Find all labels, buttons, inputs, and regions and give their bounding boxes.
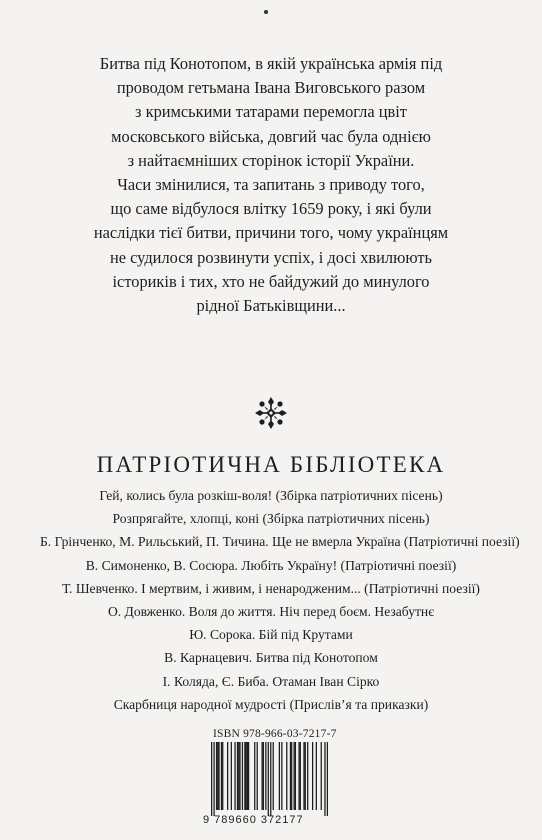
barcode-bar	[239, 742, 240, 810]
blurb-line: істориків і тих, хто не байдужий до минулого	[112, 271, 430, 291]
barcode-bar	[217, 742, 218, 810]
barcode-bar	[221, 742, 222, 810]
barcode-bar	[290, 742, 291, 810]
barcode-bar	[294, 742, 295, 810]
barcode-bar	[211, 742, 212, 816]
barcode-bar	[295, 742, 296, 810]
blurb-line: не судилося розвинути успіх, і досі хвилюють	[109, 247, 433, 267]
barcode-bar	[263, 742, 264, 810]
barcode-bar	[247, 742, 248, 810]
barcode-bar	[231, 742, 232, 810]
barcode-bar	[237, 742, 238, 810]
barcode-bar	[265, 742, 266, 810]
barcode-bar	[245, 742, 246, 810]
list-item: Гей, колись була розкіш-воля! (Збірка патріотичних пісень)	[99, 488, 443, 503]
barcode-bar	[281, 742, 282, 810]
series-book-list	[40, 484, 520, 716]
barcode-bar	[218, 742, 219, 810]
list-item: Т. Шевченко. І мертвим, і живим, і ненародженим... (Патріотичні поезії)	[62, 580, 480, 596]
barcode-bar	[286, 742, 287, 810]
barcode-bar	[298, 742, 299, 810]
barcode-bar	[234, 742, 235, 810]
blurb-line: проводом гетьмана Івана Виговського разом	[116, 78, 426, 98]
top-dot	[264, 10, 268, 14]
barcode-bar	[273, 742, 274, 810]
barcode-digits: 9 789660 372177	[203, 814, 304, 826]
barcode-bar	[324, 742, 325, 816]
list-item: Ю. Сорока. Бій під Крутами	[189, 627, 353, 643]
list-item: Розпрягайте, хлопці, коні (Збірка патріотичних пісень)	[112, 511, 430, 527]
barcode-bar	[305, 742, 306, 810]
barcode-bar	[244, 742, 245, 810]
barcode-bar	[254, 742, 255, 810]
barcode-bar	[261, 742, 262, 810]
isbn-label: ISBN 978-966-03-7217-7	[213, 728, 337, 740]
barcode-bar	[321, 742, 322, 810]
barcode-bar	[300, 742, 301, 810]
barcode-bar	[227, 742, 228, 810]
barcode-bar	[268, 742, 269, 816]
barcode-bar	[216, 742, 217, 810]
barcode-bar	[248, 742, 249, 810]
barcode	[211, 742, 328, 816]
blurb-line: Часи змінилися, та запитань з приводу того,	[117, 175, 425, 195]
list-item: В. Симоненко, В. Сосюра. Любіть Україну! (Патріотичні поезії)	[85, 557, 457, 573]
blurb-line: рідної Батьківщини...	[196, 296, 346, 316]
blurb-line: наслідки тієї битви, причини того, чому українцям	[93, 223, 449, 243]
barcode-bar	[291, 742, 292, 810]
barcode-bar	[316, 742, 317, 810]
book-blurb	[40, 52, 502, 318]
barcode-bar	[270, 742, 271, 816]
barcode-bar	[279, 742, 280, 810]
blurb-line: з найтаємніших сторінок історії України.	[127, 150, 415, 170]
floral-ornament-icon	[253, 395, 289, 431]
barcode-bar	[213, 742, 214, 816]
list-item: І. Коляда, Є. Биба. Отаман Іван Сірко	[162, 673, 380, 689]
barcode-bar	[307, 742, 308, 810]
barcode-bar	[303, 742, 304, 810]
blurb-line: московського війська, довгий час була однією	[111, 126, 431, 146]
series-title: ПАТРІОТИЧНА БІБЛІОТЕКА	[96, 452, 446, 477]
barcode-bar	[257, 742, 258, 810]
list-item: В. Карнацевич. Битва під Конотопом	[164, 650, 378, 666]
blurb-line: з кримськими татарами перемогла цвіт	[135, 102, 407, 122]
barcode-bar	[327, 742, 328, 816]
blurb-line: Битва під Конотопом, в якій українська армія під	[99, 54, 443, 73]
list-item: О. Довженко. Воля до життя. Ніч перед боєм. Незабутнє	[107, 604, 435, 620]
blurb-line: що саме відбулося влітку 1659 року, і які були	[110, 199, 432, 219]
barcode-bar	[222, 742, 223, 810]
barcode-bar	[238, 742, 239, 810]
barcode-bar	[242, 742, 243, 810]
barcode-bar	[312, 742, 313, 810]
list-item: Скарбниця народної мудрості (Прислів’я та приказки)	[113, 696, 429, 712]
list-item: Б. Грінченко, М. Рильський, П. Тичина. Ще не вмерла Україна (Патріотичні поезії)	[40, 534, 520, 550]
